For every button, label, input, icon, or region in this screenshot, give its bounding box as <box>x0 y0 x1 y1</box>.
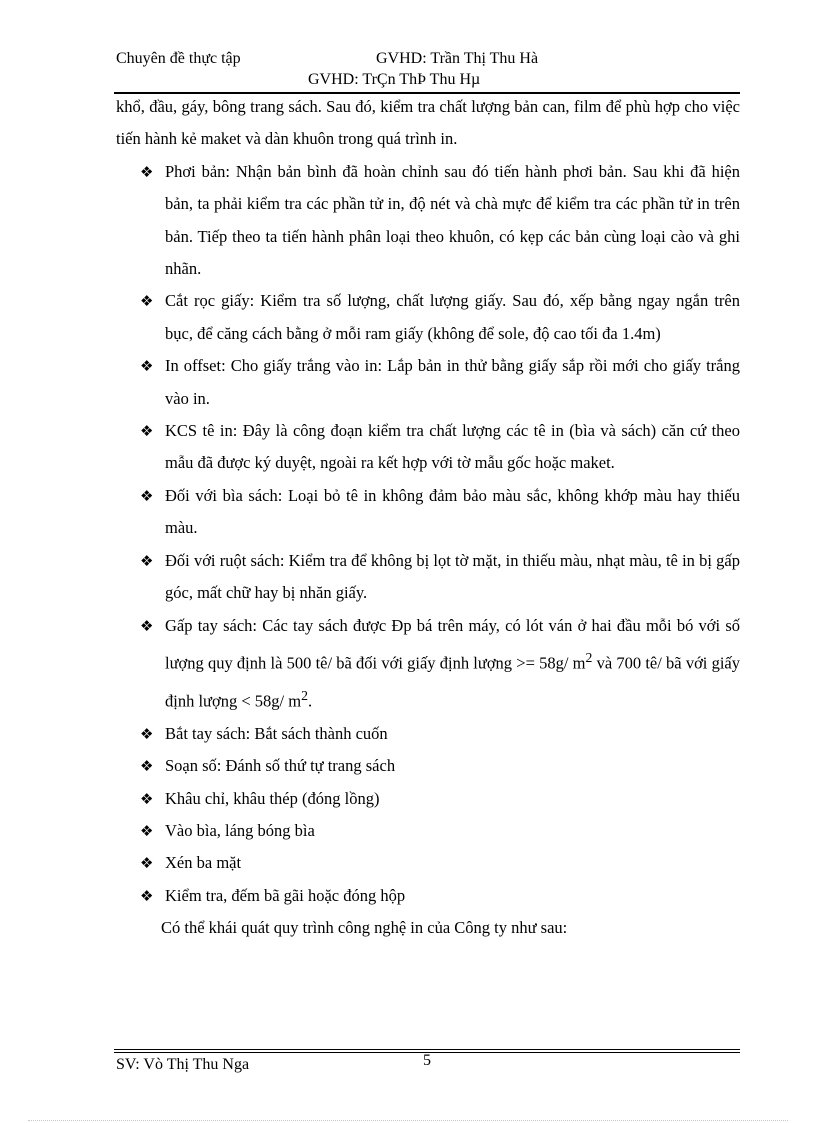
list-item <box>116 156 740 286</box>
page-edge-divider <box>28 1120 788 1121</box>
list-item-text: Xén ba mặt <box>165 853 242 873</box>
footer-student: SV: Vò Thị Thu Nga <box>116 1056 250 1073</box>
list-item-text: Phơi bản: Nhận bản bình đã hoàn chỉnh sau đó tiến hành phơi bản. Sau khi đã hiện bản, ta phải kiểm tra các phần tử in, độ nét và chà mực để kiểm tra các phần tử in trên bản. Tiếp theo ta tiến hành phân loại theo khuôn, có kẹp các bản cùng loại cào và ghi nhãn. <box>165 161 740 279</box>
superscript: 2 <box>585 649 593 665</box>
list-item <box>116 480 740 545</box>
list-item <box>116 880 740 912</box>
list-item-text: Kiểm tra, đếm bã gãi hoặc đóng hộp <box>165 885 406 905</box>
list-item <box>116 815 740 847</box>
folding-text: Gấp tay sách: Các tay sách được Ðp bá trên máy, có lót ván ở hai đầu mỗi bó với số lượng quy định là 500 tê/ bã đối với giấy định lượng >= 58g/ m <box>165 615 740 673</box>
header-second-line: GVHD: TrÇn ThÞ Thu Hµ <box>308 71 481 88</box>
bullet-icon: ❖ <box>140 486 154 505</box>
bullet-icon: ❖ <box>140 292 154 311</box>
folding-text-2: và 700 tê/ bã với giấy định lượng < 58g/ m <box>165 653 741 711</box>
list-item-text: Cắt rọc giấy: Kiểm tra số lượng, chất lượng giấy. Sau đó, xếp bằng ngay ngắn trên bục, để căng cách bằng ở mỗi ram giấy (không để sole, độ cao tối đa 1.4m) <box>165 291 740 343</box>
bullet-icon: ❖ <box>140 789 154 808</box>
list-item <box>116 350 740 415</box>
list-item <box>116 847 740 879</box>
bullet-icon: ❖ <box>140 854 154 873</box>
list-item <box>116 415 740 480</box>
list-item <box>116 718 740 750</box>
superscript: 2 <box>301 687 308 703</box>
bullet-icon: ❖ <box>140 886 154 905</box>
header-right: GVHD: Trần Thị Thu Hà <box>376 50 539 67</box>
list-item-text: Đối với bìa sách: Loại bỏ tê in không đảm bảo màu sắc, không khớp màu hay thiếu màu. <box>165 485 740 538</box>
page-number: 5 <box>423 1052 431 1069</box>
bullet-icon: ❖ <box>140 757 154 776</box>
closing-paragraph: Có thể khái quát quy trình công nghệ in của Công ty như sau: <box>161 918 568 938</box>
bullet-icon: ❖ <box>140 724 154 743</box>
bullet-icon: ❖ <box>140 551 154 570</box>
list-item-text: In offset: Cho giấy trắng vào in: Lắp bản in thử bằng giấy sắp rồi mới cho giấy trắng vào in. <box>165 356 740 408</box>
list-item-text: Vào bìa, láng bóng bìa <box>165 820 315 840</box>
list-item <box>116 545 740 610</box>
bullet-icon: ❖ <box>140 422 154 441</box>
list-item-folding <box>116 610 740 718</box>
bullet-icon: ❖ <box>140 616 154 635</box>
list-item <box>116 750 740 782</box>
folding-end: . <box>307 691 313 711</box>
list-item <box>116 783 740 815</box>
list-item-text: Đối với ruột sách: Kiểm tra để không bị lọt tờ mặt, in thiếu màu, nhạt màu, tê in bị gấp góc, mất chữ hay bị nhăn giấy. <box>165 550 740 603</box>
list-item-text: Bắt tay sách: Bắt sách thành cuốn <box>165 723 388 743</box>
bullet-icon: ❖ <box>140 162 154 181</box>
bullet-icon: ❖ <box>140 357 154 376</box>
intro-paragraph: khổ, đầu, gáy, bông trang sách. Sau đó, kiểm tra chất lượng bản can, film để phù hợp cho việc tiến hành kẻ maket và dàn khuôn trong quá trình in. <box>116 97 740 149</box>
page-body <box>116 91 740 945</box>
header-left: Chuyên đề thực tập <box>116 50 241 67</box>
bullet-icon: ❖ <box>140 821 154 840</box>
list-item-text: Khâu chỉ, khâu thép (đóng lồng) <box>165 788 380 808</box>
list-item-text: Soạn số: Đánh số thứ tự trang sách <box>165 756 396 776</box>
footer-rule <box>114 1049 740 1050</box>
list-item <box>116 285 740 350</box>
list-item-text: KCS tê in: Đây là công đoạn kiểm tra chất lượng các tê in (bìa và sách) căn cứ theo mẫu đã được ký duyệt, ngoài ra kết hợp với tờ mẫu gốc hoặc maket. <box>165 421 740 473</box>
